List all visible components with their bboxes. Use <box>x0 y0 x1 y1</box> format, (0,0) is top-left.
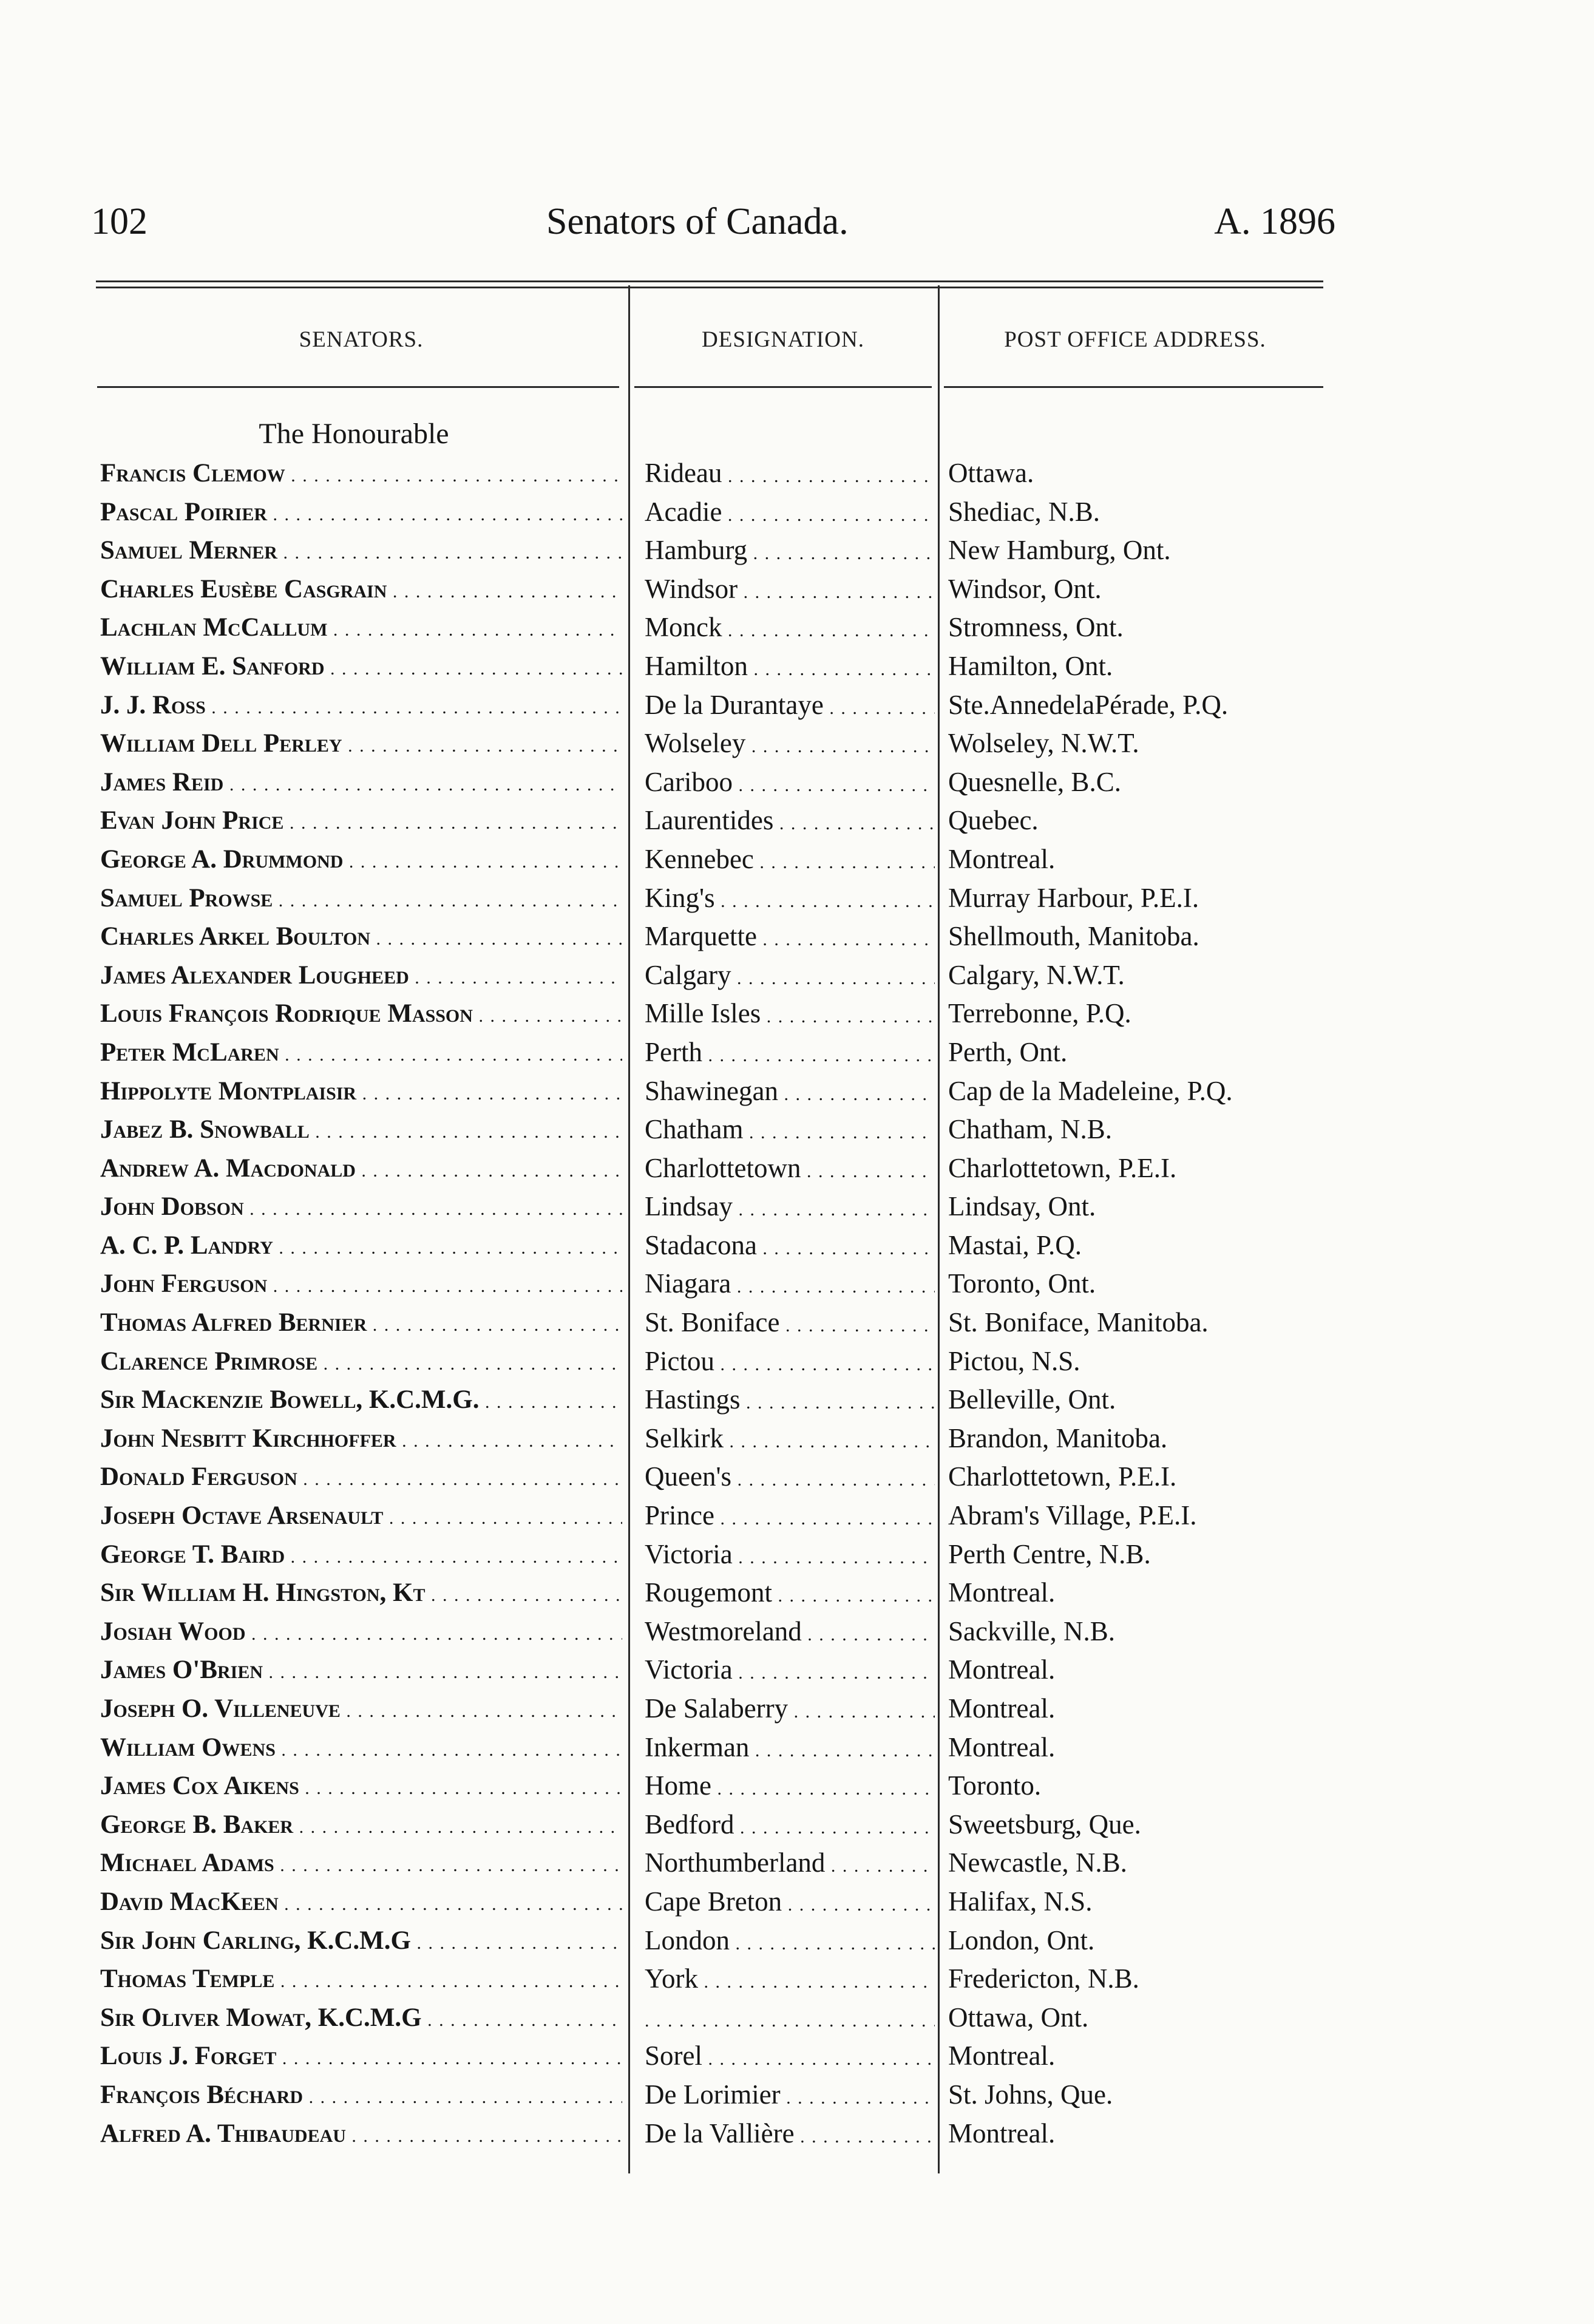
senator-designation: Cariboo . . . <box>645 763 935 802</box>
senator-designation: York . . . <box>645 1960 935 1999</box>
senator-address: Fredericton, N.B. <box>948 1963 1139 1994</box>
senator-name: Samuel Prowse . . . <box>100 879 622 918</box>
senator-address: Ottawa. <box>948 458 1034 488</box>
table-row <box>0 1535 1594 1574</box>
senator-name: Alfred A. Thibaudeau . . . <box>100 2115 622 2153</box>
senator-address: Ste.AnnedelaPérade, P.Q. <box>948 689 1229 720</box>
senator-designation: Laurentides . . . <box>645 801 935 840</box>
senator-address: Cap de la Madeleine, P.Q. <box>948 1075 1233 1106</box>
senator-name: Sir John Carling, K.C.M.G . . . <box>100 1921 622 1960</box>
senator-address: Montreal. <box>948 1693 1056 1724</box>
senator-name: William Owens . . . <box>100 1728 622 1767</box>
senator-address: Montreal. <box>948 1654 1056 1685</box>
table-row <box>0 647 1594 686</box>
table-row <box>0 1690 1594 1728</box>
table-row <box>0 1381 1594 1419</box>
senator-name: François Béchard . . . <box>100 2076 622 2115</box>
senator-name: J. J. Ross . . . <box>100 686 622 725</box>
table-row <box>0 1110 1594 1149</box>
senator-name: Peter McLaren . . . <box>100 1033 622 1072</box>
senator-address: Ottawa, Ont. <box>948 2002 1089 2033</box>
senator-designation: Bedford . . . <box>645 1806 935 1844</box>
senator-designation: Inkerman . . . <box>645 1728 935 1767</box>
senator-address: Chatham, N.B. <box>948 1114 1112 1145</box>
senator-designation: Mille Isles . . . <box>645 994 935 1033</box>
senator-address: Toronto. <box>948 1770 1042 1801</box>
senator-designation: De la Vallière . . . <box>645 2115 935 2153</box>
senator-address: St. Johns, Que. <box>948 2079 1113 2110</box>
senator-designation: Home . . . <box>645 1767 935 1806</box>
senator-name: William Dell Perley . . . <box>100 724 622 763</box>
subheading: The Honourable <box>259 418 449 450</box>
senator-address: Sweetsburg, Que. <box>948 1809 1141 1840</box>
table-row <box>0 1265 1594 1303</box>
table-row <box>0 1458 1594 1497</box>
senator-designation: St. Boniface . . . <box>645 1303 935 1342</box>
column-header-underline-2 <box>634 386 932 388</box>
senator-name: Francis Clemow . . . <box>100 454 622 493</box>
senator-address: Lindsay, Ont. <box>948 1191 1096 1222</box>
senator-name: Charles Arkel Boulton . . . <box>100 917 622 956</box>
column-header-underline-3 <box>944 386 1323 388</box>
senator-designation: Calgary . . . <box>645 956 935 995</box>
table-row <box>0 1883 1594 1921</box>
senator-name: Sir William H. Hingston, Kt . . . <box>100 1574 622 1612</box>
table-row <box>0 531 1594 570</box>
senator-designation: London . . . <box>645 1921 935 1960</box>
senator-name: James Reid . . . <box>100 763 622 802</box>
senator-name: Donald Ferguson . . . <box>100 1458 622 1497</box>
column-header-senators: SENATORS. <box>299 327 424 352</box>
senator-address: New Hamburg, Ont. <box>948 535 1171 566</box>
senator-designation: Niagara . . . <box>645 1265 935 1303</box>
senator-address: Stromness, Ont. <box>948 612 1124 643</box>
table-row <box>0 1767 1594 1806</box>
senator-address: Calgary, N.W.T. <box>948 959 1125 990</box>
column-header-designation: DESIGNATION. <box>702 327 864 352</box>
senator-designation: Pictou . . . <box>645 1342 935 1381</box>
senator-address: Newcastle, N.B. <box>948 1847 1127 1878</box>
senator-address: Quesnelle, B.C. <box>948 766 1121 797</box>
senator-name: Joseph Octave Arsenault . . . <box>100 1497 622 1535</box>
table-row <box>0 1921 1594 1960</box>
senator-name: George A. Drummond . . . <box>100 840 622 879</box>
senator-designation: Chatham . . . <box>645 1110 935 1149</box>
senator-designation: Victoria . . . <box>645 1651 935 1690</box>
table-row <box>0 1072 1594 1111</box>
senator-name: David MacKeen . . . <box>100 1883 622 1921</box>
senator-name: John Ferguson . . . <box>100 1265 622 1303</box>
senator-designation: Queen's . . . <box>645 1458 935 1497</box>
senator-address: Brandon, Manitoba. <box>948 1422 1168 1453</box>
senator-designation: Northumberland . . . <box>645 1844 935 1883</box>
table-row <box>0 879 1594 918</box>
senator-designation: Westmoreland . . . <box>645 1612 935 1651</box>
senator-designation: De Lorimier . . . <box>645 2076 935 2115</box>
senator-address: Montreal. <box>948 1577 1056 1608</box>
senator-designation: Wolseley . . . <box>645 724 935 763</box>
table-row <box>0 1187 1594 1226</box>
senator-table <box>0 454 1594 2153</box>
table-row <box>0 1149 1594 1188</box>
header-rule-top <box>96 280 1323 282</box>
senator-address: Charlottetown, P.E.I. <box>948 1152 1177 1183</box>
senator-name: Josiah Wood . . . <box>100 1612 622 1651</box>
senator-address: Belleville, Ont. <box>948 1384 1116 1415</box>
senator-name: Joseph O. Villeneuve . . . <box>100 1690 622 1728</box>
senator-designation: Shawinegan . . . <box>645 1072 935 1111</box>
table-row <box>0 763 1594 802</box>
senator-name: James O'Brien . . . <box>100 1651 622 1690</box>
header-rule-bottom <box>96 287 1323 288</box>
senator-name: Thomas Alfred Bernier . . . <box>100 1303 622 1342</box>
senator-designation: Hastings . . . <box>645 1381 935 1419</box>
senator-address: Pictou, N.S. <box>948 1345 1080 1376</box>
senator-name: Louis J. Forget . . . <box>100 2037 622 2076</box>
senator-name: Sir Mackenzie Bowell, K.C.M.G. . . . <box>100 1381 622 1419</box>
column-header-address: POST OFFICE ADDRESS. <box>1004 327 1266 352</box>
senator-address: Perth Centre, N.B. <box>948 1538 1151 1569</box>
table-row <box>0 686 1594 725</box>
senator-designation: Marquette . . . <box>645 917 935 956</box>
senator-name: John Nesbitt Kirchhoffer . . . <box>100 1419 622 1458</box>
senator-name: Clarence Primrose . . . <box>100 1342 622 1381</box>
table-row <box>0 1497 1594 1535</box>
senator-address: Mastai, P.Q. <box>948 1229 1082 1260</box>
senator-designation <box>645 1999 935 2037</box>
table-row <box>0 1342 1594 1381</box>
senator-address: Montreal. <box>948 1731 1056 1762</box>
senator-name: James Cox Aikens . . . <box>100 1767 622 1806</box>
senator-name: Pascal Poirier . . . <box>100 493 622 532</box>
senator-address: Charlottetown, P.E.I. <box>948 1461 1177 1492</box>
senator-name: Evan John Price . . . <box>100 801 622 840</box>
table-row <box>0 608 1594 647</box>
table-row <box>0 2037 1594 2076</box>
senator-name: Louis François Rodrique Masson . . . <box>100 994 622 1033</box>
table-row <box>0 1612 1594 1651</box>
senator-name: George B. Baker . . . <box>100 1806 622 1844</box>
senator-address: Hamilton, Ont. <box>948 650 1113 681</box>
senator-designation: Stadacona . . . <box>645 1226 935 1265</box>
senator-name: Charles Eusèbe Casgrain . . . <box>100 570 622 609</box>
senator-address: Montreal. <box>948 2040 1056 2071</box>
page-year: A. 1896 <box>1214 201 1335 242</box>
table-row <box>0 1806 1594 1844</box>
senator-name: Andrew A. Macdonald . . . <box>100 1149 622 1188</box>
senator-address: St. Boniface, Manitoba. <box>948 1307 1209 1338</box>
table-row <box>0 2115 1594 2153</box>
senator-designation: King's . . . <box>645 879 935 918</box>
table-row <box>0 1999 1594 2037</box>
senator-address: Windsor, Ont. <box>948 573 1102 604</box>
table-row <box>0 956 1594 995</box>
table-row <box>0 840 1594 879</box>
senator-name: Sir Oliver Mowat, K.C.M.G . . . <box>100 1999 622 2037</box>
table-row <box>0 1574 1594 1612</box>
senator-address: Abram's Village, P.E.I. <box>948 1500 1197 1531</box>
column-header-underline-1 <box>97 386 619 388</box>
senator-designation: De Salaberry . . . <box>645 1690 935 1728</box>
table-row <box>0 917 1594 956</box>
senator-address: London, Ont. <box>948 1925 1095 1955</box>
senator-designation: Charlottetown . . . <box>645 1149 935 1188</box>
table-row <box>0 1303 1594 1342</box>
senator-designation: Hamilton . . . <box>645 647 935 686</box>
senator-name: James Alexander Lougheed . . . <box>100 956 622 995</box>
senator-name: Lachlan McCallum . . . <box>100 608 622 647</box>
senator-designation: Rideau . . . <box>645 454 935 493</box>
senator-designation: Lindsay . . . <box>645 1187 935 1226</box>
table-row <box>0 454 1594 493</box>
senator-designation: Sorel . . . <box>645 2037 935 2076</box>
senator-name: Hippolyte Montplaisir . . . <box>100 1072 622 1111</box>
senator-address: Quebec. <box>948 805 1039 836</box>
senator-designation: Kennebec . . . <box>645 840 935 879</box>
page-header <box>91 194 1335 249</box>
senator-designation: Prince . . . <box>645 1497 935 1535</box>
senator-name: Thomas Temple . . . <box>100 1960 622 1999</box>
senator-address: Terrebonne, P.Q. <box>948 998 1131 1029</box>
table-row <box>0 994 1594 1033</box>
senator-name: John Dobson . . . <box>100 1187 622 1226</box>
table-row <box>0 1844 1594 1883</box>
senator-designation: Monck . . . <box>645 608 935 647</box>
table-row <box>0 1651 1594 1690</box>
senator-designation: Acadie . . . <box>645 493 935 532</box>
senator-name: A. C. P. Landry . . . <box>100 1226 622 1265</box>
table-row <box>0 801 1594 840</box>
senator-address: Perth, Ont. <box>948 1036 1068 1067</box>
table-row <box>0 493 1594 532</box>
table-row <box>0 1728 1594 1767</box>
senator-designation: Cape Breton . . . <box>645 1883 935 1921</box>
senator-name: William E. Sanford . . . <box>100 647 622 686</box>
senator-designation: Selkirk . . . <box>645 1419 935 1458</box>
page-title: Senators of Canada. <box>546 201 849 242</box>
senator-address: Shediac, N.B. <box>948 496 1100 527</box>
senator-address: Montreal. <box>948 2118 1056 2149</box>
senator-designation: Victoria . . . <box>645 1535 935 1574</box>
senator-address: Murray Harbour, P.E.I. <box>948 882 1199 913</box>
senator-designation: Rougemont . . . <box>645 1574 935 1612</box>
senator-name: George T. Baird . . . <box>100 1535 622 1574</box>
senator-designation: Perth . . . <box>645 1033 935 1072</box>
senator-address: Shellmouth, Manitoba. <box>948 921 1199 952</box>
table-row <box>0 1960 1594 1999</box>
senator-address: Toronto, Ont. <box>948 1268 1096 1299</box>
senator-address: Halifax, N.S. <box>948 1886 1093 1917</box>
senator-address: Montreal. <box>948 843 1056 874</box>
table-row <box>0 570 1594 609</box>
table-row <box>0 1033 1594 1072</box>
table-row <box>0 2076 1594 2115</box>
table-row <box>0 724 1594 763</box>
senator-address: Wolseley, N.W.T. <box>948 728 1139 759</box>
table-row <box>0 1226 1594 1265</box>
senator-address: Sackville, N.B. <box>948 1616 1115 1646</box>
senator-name: Michael Adams . . . <box>100 1844 622 1883</box>
senator-designation: Windsor . . . <box>645 570 935 609</box>
table-row <box>0 1419 1594 1458</box>
senator-name: Jabez B. Snowball . . . <box>100 1110 622 1149</box>
senator-name: Samuel Merner . . . <box>100 531 622 570</box>
page-number: 102 <box>91 201 148 242</box>
senator-designation: De la Durantaye . . . <box>645 686 935 725</box>
senator-designation: Hamburg . . . <box>645 531 935 570</box>
